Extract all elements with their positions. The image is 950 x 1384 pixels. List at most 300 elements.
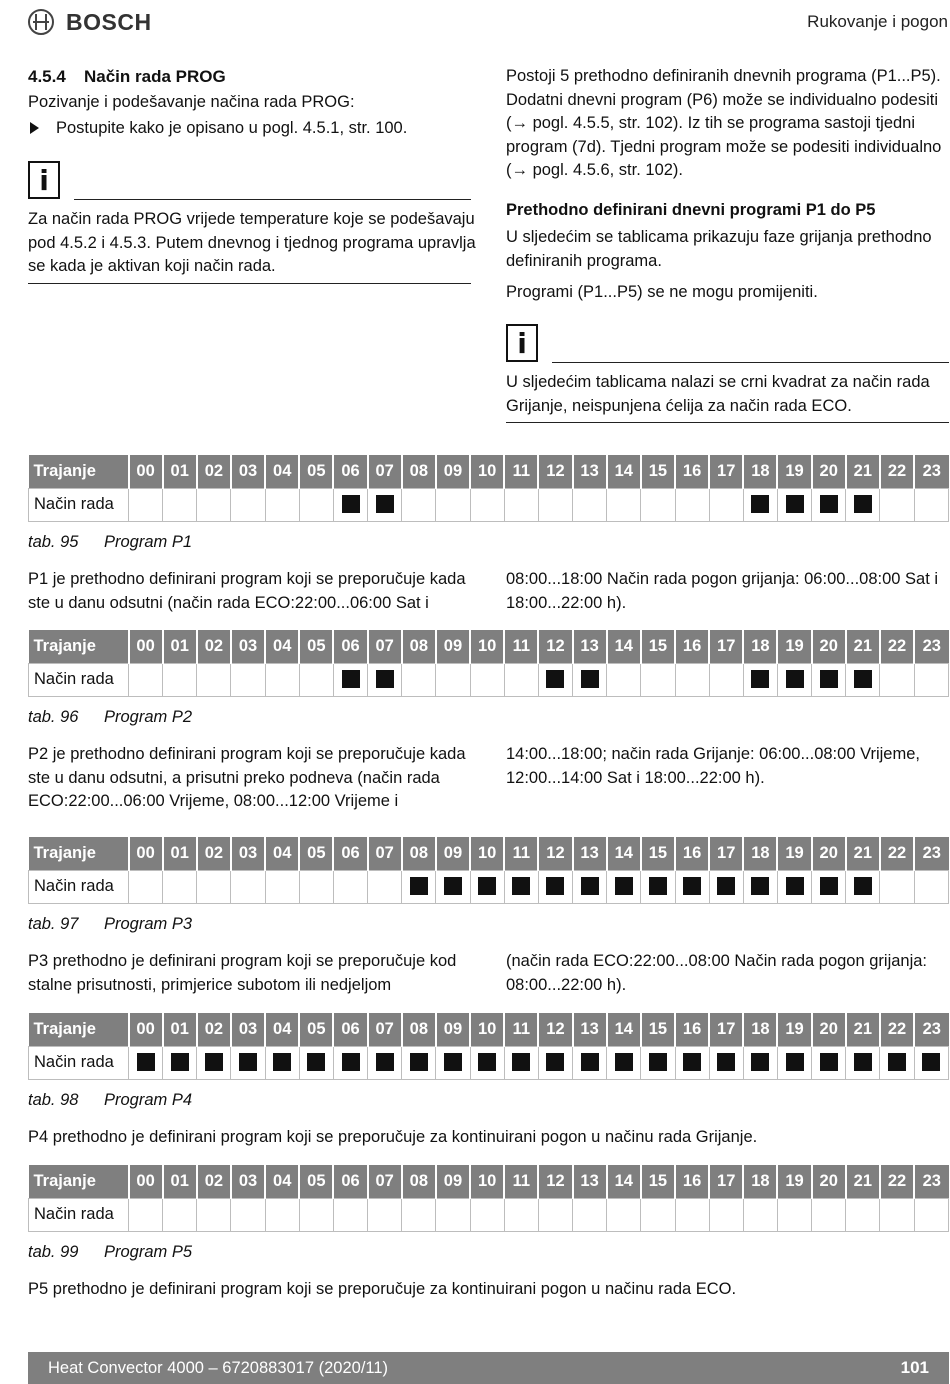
info-note-1 bbox=[28, 208, 478, 279]
hour-header: 21 bbox=[846, 630, 880, 663]
hour-cell bbox=[504, 1198, 538, 1231]
bosch-logo bbox=[28, 6, 152, 38]
paragraph-line: program (7d). Tjedni program može se podesiti individualno bbox=[506, 137, 942, 156]
paragraph-line: U sljedećim se tablicama prikazuju faze grijanja prethodno bbox=[506, 228, 932, 246]
hour-header: 13 bbox=[573, 837, 607, 870]
hour-cell bbox=[573, 488, 607, 521]
subheading-text bbox=[506, 226, 950, 273]
hour-header: 00 bbox=[129, 1165, 163, 1198]
duration-header: Trajanje bbox=[29, 837, 129, 870]
hour-cell bbox=[709, 488, 743, 521]
hour-cell bbox=[129, 663, 163, 696]
hour-header: 21 bbox=[846, 455, 880, 488]
hour-header: 14 bbox=[607, 837, 641, 870]
hour-cell bbox=[163, 488, 197, 521]
hour-cell bbox=[368, 870, 402, 903]
hour-cell bbox=[197, 488, 231, 521]
paragraph-line: (→ pogl. 4.5.6, str. 102). bbox=[506, 161, 684, 179]
section-title: Način rada PROG bbox=[84, 67, 226, 86]
hour-cell bbox=[436, 488, 470, 521]
hour-header: 05 bbox=[299, 1013, 333, 1046]
hour-cell bbox=[129, 1046, 163, 1079]
hour-header: 12 bbox=[538, 837, 572, 870]
hour-header: 01 bbox=[163, 630, 197, 663]
hour-cell bbox=[880, 663, 914, 696]
heating-square-icon bbox=[478, 877, 496, 895]
hour-cell bbox=[709, 1198, 743, 1231]
info-rule-top bbox=[74, 199, 471, 200]
duration-header: Trajanje bbox=[29, 1165, 129, 1198]
heating-square-icon bbox=[615, 877, 633, 895]
program-table-p4 bbox=[28, 1013, 949, 1080]
program-description-left bbox=[28, 568, 478, 615]
hour-cell bbox=[777, 870, 811, 903]
paragraph-line: 12:00...14:00 Sat i 18:00...22:00 h). bbox=[506, 768, 765, 787]
heating-square-icon bbox=[922, 1053, 940, 1071]
hour-cell bbox=[880, 1046, 914, 1079]
hour-header: 09 bbox=[436, 1165, 470, 1198]
paragraph-line: P1 je prethodno definirani program koji se preporučuje kada bbox=[28, 570, 466, 588]
subheading: Prethodno definirani dnevni programi P1 do P5 bbox=[506, 201, 876, 219]
paragraph-line: ECO:22:00...06:00 Vrijeme, 08:00...12:00 Vrijeme i bbox=[28, 792, 399, 810]
heating-square-icon bbox=[786, 877, 804, 895]
program-table-p3 bbox=[28, 837, 949, 904]
hour-cell bbox=[812, 1198, 846, 1231]
program-description-right bbox=[506, 568, 950, 615]
hour-header: 17 bbox=[709, 1013, 743, 1046]
hour-header: 08 bbox=[402, 1013, 436, 1046]
hour-header: 17 bbox=[709, 837, 743, 870]
hour-header: 13 bbox=[573, 1013, 607, 1046]
heating-square-icon bbox=[410, 877, 428, 895]
program-table-p5 bbox=[28, 1165, 949, 1232]
heating-square-icon bbox=[649, 1053, 667, 1071]
hour-cell bbox=[914, 870, 948, 903]
paragraph-line: P2 je prethodno definirani program koji se preporučuje kada bbox=[28, 745, 466, 763]
hour-cell bbox=[914, 663, 948, 696]
hour-cell bbox=[777, 488, 811, 521]
hour-cell bbox=[641, 663, 675, 696]
hour-header: 11 bbox=[504, 1165, 538, 1198]
hour-header: 03 bbox=[231, 455, 265, 488]
hour-cell bbox=[368, 488, 402, 521]
heating-square-icon bbox=[615, 1053, 633, 1071]
hour-header: 03 bbox=[231, 1013, 265, 1046]
hour-cell bbox=[231, 1046, 265, 1079]
hour-header: 01 bbox=[163, 1013, 197, 1046]
heating-square-icon bbox=[410, 1053, 428, 1071]
hour-header: 15 bbox=[641, 1013, 675, 1046]
hour-cell bbox=[743, 1046, 777, 1079]
hour-header: 09 bbox=[436, 455, 470, 488]
hour-cell bbox=[163, 1198, 197, 1231]
heating-square-icon bbox=[786, 495, 804, 513]
heating-square-icon bbox=[717, 877, 735, 895]
heating-square-icon bbox=[751, 495, 769, 513]
paragraph-line: 08:00...18:00 Način rada pogon grijanja: 06:00...08:00 Sat i bbox=[506, 570, 939, 588]
hour-header: 12 bbox=[538, 1013, 572, 1046]
heating-square-icon bbox=[854, 495, 872, 513]
hour-header: 21 bbox=[846, 1165, 880, 1198]
footer-document-id: Heat Convector 4000 – 6720883017 (2020/11) bbox=[48, 1358, 389, 1377]
hour-header: 23 bbox=[914, 1165, 948, 1198]
hour-cell bbox=[333, 1046, 367, 1079]
hour-header: 10 bbox=[470, 837, 504, 870]
duration-header: Trajanje bbox=[29, 630, 129, 663]
hour-header: 12 bbox=[538, 455, 572, 488]
hour-header: 04 bbox=[265, 630, 299, 663]
hour-header: 14 bbox=[607, 1013, 641, 1046]
hour-cell bbox=[299, 663, 333, 696]
hour-header: 23 bbox=[914, 630, 948, 663]
hour-cell bbox=[402, 1046, 436, 1079]
hour-cell bbox=[641, 1046, 675, 1079]
hour-cell bbox=[607, 1046, 641, 1079]
hour-header: 21 bbox=[846, 837, 880, 870]
hour-header: 10 bbox=[470, 455, 504, 488]
hour-header: 22 bbox=[880, 455, 914, 488]
hour-header: 20 bbox=[812, 1165, 846, 1198]
hour-header: 06 bbox=[333, 1165, 367, 1198]
hour-cell bbox=[197, 1198, 231, 1231]
table-caption: tab. 99 Program P5 bbox=[28, 1243, 193, 1261]
hour-cell bbox=[436, 1046, 470, 1079]
hour-header: 07 bbox=[368, 455, 402, 488]
heating-square-icon bbox=[786, 670, 804, 688]
hour-cell bbox=[709, 663, 743, 696]
hour-header: 01 bbox=[163, 1165, 197, 1198]
hour-cell bbox=[914, 1198, 948, 1231]
paragraph-line: definiranih programa. bbox=[506, 251, 662, 270]
table-caption: tab. 97 Program P3 bbox=[28, 915, 193, 933]
info-note-2 bbox=[506, 371, 950, 418]
hour-cell bbox=[265, 1198, 299, 1231]
hour-header: 00 bbox=[129, 837, 163, 870]
heating-square-icon bbox=[444, 877, 462, 895]
section-heading bbox=[28, 65, 226, 89]
heating-square-icon bbox=[546, 1053, 564, 1071]
heating-square-icon bbox=[649, 877, 667, 895]
hour-header: 13 bbox=[573, 455, 607, 488]
hour-cell bbox=[163, 663, 197, 696]
mode-label: Način rada bbox=[29, 870, 129, 903]
hour-header: 14 bbox=[607, 455, 641, 488]
hour-header: 10 bbox=[470, 1165, 504, 1198]
hour-cell bbox=[129, 488, 163, 521]
hour-header: 16 bbox=[675, 455, 709, 488]
hour-cell bbox=[504, 870, 538, 903]
hour-cell bbox=[368, 1046, 402, 1079]
instruction-step bbox=[28, 117, 407, 141]
hour-cell bbox=[573, 870, 607, 903]
heating-square-icon bbox=[854, 1053, 872, 1071]
hour-header: 19 bbox=[777, 455, 811, 488]
paragraph-line: ste u danu odsutni, a prisutni preko podneva (način rada bbox=[28, 768, 440, 787]
hour-header: 08 bbox=[402, 455, 436, 488]
heating-square-icon bbox=[307, 1053, 325, 1071]
program-table-p1 bbox=[28, 455, 949, 522]
hour-cell bbox=[299, 1046, 333, 1079]
page-footer bbox=[28, 1352, 949, 1384]
paragraph-line: 14:00...18:00; način rada Grijanje: 06:00...08:00 Vrijeme, bbox=[506, 745, 920, 763]
section-number: 4.5.4 bbox=[28, 67, 66, 86]
hour-cell bbox=[607, 870, 641, 903]
hour-cell bbox=[333, 870, 367, 903]
hour-header: 11 bbox=[504, 630, 538, 663]
hour-cell bbox=[129, 1198, 163, 1231]
hour-header: 22 bbox=[880, 1165, 914, 1198]
hour-cell bbox=[231, 663, 265, 696]
hour-header: 01 bbox=[163, 837, 197, 870]
hour-header: 16 bbox=[675, 630, 709, 663]
hour-cell bbox=[573, 1046, 607, 1079]
hour-header: 02 bbox=[197, 455, 231, 488]
hour-cell bbox=[197, 870, 231, 903]
heating-square-icon bbox=[751, 1053, 769, 1071]
hour-cell bbox=[333, 1198, 367, 1231]
mode-label: Način rada bbox=[29, 663, 129, 696]
hour-header: 18 bbox=[743, 455, 777, 488]
hour-header: 13 bbox=[573, 630, 607, 663]
hour-header: 02 bbox=[197, 1165, 231, 1198]
hour-cell bbox=[743, 1198, 777, 1231]
heating-square-icon bbox=[546, 877, 564, 895]
hour-header: 19 bbox=[777, 837, 811, 870]
hour-header: 22 bbox=[880, 630, 914, 663]
hour-cell bbox=[163, 870, 197, 903]
hour-cell bbox=[880, 488, 914, 521]
heating-square-icon bbox=[786, 1053, 804, 1071]
table-caption: tab. 95 Program P1 bbox=[28, 533, 193, 551]
hour-header: 15 bbox=[641, 630, 675, 663]
hour-header: 15 bbox=[641, 1165, 675, 1198]
info-rule-bottom bbox=[28, 283, 471, 284]
heating-square-icon bbox=[512, 1053, 530, 1071]
hour-header: 10 bbox=[470, 1013, 504, 1046]
hour-header: 03 bbox=[231, 837, 265, 870]
hour-cell bbox=[675, 1046, 709, 1079]
hour-header: 19 bbox=[777, 1013, 811, 1046]
hour-header: 04 bbox=[265, 837, 299, 870]
hour-cell bbox=[368, 663, 402, 696]
mode-row bbox=[29, 1198, 949, 1231]
hour-cell bbox=[504, 1046, 538, 1079]
heating-square-icon bbox=[273, 1053, 291, 1071]
heating-square-icon bbox=[888, 1053, 906, 1071]
info-rule-top bbox=[552, 362, 949, 363]
hour-header: 09 bbox=[436, 837, 470, 870]
hour-header: 22 bbox=[880, 837, 914, 870]
hour-header: 00 bbox=[129, 630, 163, 663]
program-description-left bbox=[28, 743, 478, 814]
program-description-right bbox=[506, 743, 950, 790]
hour-cell bbox=[846, 1046, 880, 1079]
hour-header: 17 bbox=[709, 630, 743, 663]
info-icon: i bbox=[28, 161, 60, 199]
heating-square-icon bbox=[444, 1053, 462, 1071]
hour-header: 18 bbox=[743, 1013, 777, 1046]
mode-row bbox=[29, 1046, 949, 1079]
hour-cell bbox=[880, 870, 914, 903]
hour-header: 16 bbox=[675, 1165, 709, 1198]
heating-square-icon bbox=[342, 1053, 360, 1071]
hour-header: 02 bbox=[197, 837, 231, 870]
hour-cell bbox=[470, 488, 504, 521]
hour-header: 07 bbox=[368, 630, 402, 663]
hour-header: 05 bbox=[299, 630, 333, 663]
hour-header: 17 bbox=[709, 1165, 743, 1198]
hour-header: 08 bbox=[402, 630, 436, 663]
heating-square-icon bbox=[205, 1053, 223, 1071]
info-note-line: pod 4.5.2 i 4.5.3. Putem dnevnog i tjednog programa upravlja bbox=[28, 233, 476, 252]
hour-header: 12 bbox=[538, 1165, 572, 1198]
hour-cell bbox=[333, 663, 367, 696]
hour-cell bbox=[538, 1046, 572, 1079]
hour-cell bbox=[777, 1198, 811, 1231]
hour-header: 13 bbox=[573, 1165, 607, 1198]
bosch-armature-icon bbox=[28, 9, 54, 35]
hour-cell bbox=[265, 663, 299, 696]
hour-header: 11 bbox=[504, 455, 538, 488]
hour-header: 08 bbox=[402, 837, 436, 870]
hour-cell bbox=[777, 663, 811, 696]
hour-header: 04 bbox=[265, 1013, 299, 1046]
heating-square-icon bbox=[581, 1053, 599, 1071]
hour-header: 18 bbox=[743, 837, 777, 870]
hour-header: 00 bbox=[129, 1013, 163, 1046]
hour-cell bbox=[846, 488, 880, 521]
table-caption: tab. 96 Program P2 bbox=[28, 708, 193, 726]
hour-cell bbox=[436, 1198, 470, 1231]
hour-cell bbox=[743, 870, 777, 903]
heating-square-icon bbox=[171, 1053, 189, 1071]
hour-cell bbox=[368, 1198, 402, 1231]
heating-square-icon bbox=[581, 670, 599, 688]
program-description-left bbox=[28, 950, 478, 997]
hour-header: 08 bbox=[402, 1165, 436, 1198]
hour-cell bbox=[333, 488, 367, 521]
hour-cell bbox=[812, 488, 846, 521]
heating-square-icon bbox=[376, 1053, 394, 1071]
hour-header: 14 bbox=[607, 630, 641, 663]
hour-cell bbox=[470, 1046, 504, 1079]
hour-header: 06 bbox=[333, 837, 367, 870]
section-intro: Pozivanje i podešavanje načina rada PROG: bbox=[28, 93, 355, 111]
hour-cell bbox=[436, 663, 470, 696]
hour-header: 06 bbox=[333, 455, 367, 488]
hour-cell bbox=[470, 663, 504, 696]
mode-row bbox=[29, 663, 949, 696]
hour-header: 20 bbox=[812, 837, 846, 870]
hour-cell bbox=[402, 870, 436, 903]
hour-header: 10 bbox=[470, 630, 504, 663]
hour-cell bbox=[812, 1046, 846, 1079]
hour-header: 19 bbox=[777, 1165, 811, 1198]
hour-cell bbox=[299, 1198, 333, 1231]
hour-header: 21 bbox=[846, 1013, 880, 1046]
hour-header: 05 bbox=[299, 455, 333, 488]
heating-square-icon bbox=[820, 670, 838, 688]
hour-header: 11 bbox=[504, 837, 538, 870]
hour-cell bbox=[743, 488, 777, 521]
hour-header: 23 bbox=[914, 455, 948, 488]
heating-square-icon bbox=[820, 495, 838, 513]
hour-header: 09 bbox=[436, 630, 470, 663]
heating-square-icon bbox=[581, 877, 599, 895]
hour-cell bbox=[504, 488, 538, 521]
heating-square-icon bbox=[342, 495, 360, 513]
paragraph-line: 18:00...22:00 h). bbox=[506, 593, 627, 612]
hour-header: 03 bbox=[231, 1165, 265, 1198]
hour-cell bbox=[265, 488, 299, 521]
page-number: 101 bbox=[900, 1358, 929, 1377]
hour-header: 09 bbox=[436, 1013, 470, 1046]
paragraph-line: Postoji 5 prethodno definiranih dnevnih programa (P1...P5). bbox=[506, 67, 941, 85]
brand-name: BOSCH bbox=[66, 8, 152, 35]
hour-cell bbox=[675, 1198, 709, 1231]
hour-cell bbox=[709, 870, 743, 903]
hour-cell bbox=[846, 663, 880, 696]
mode-label: Način rada bbox=[29, 1046, 129, 1079]
paragraph-line: Dodatni dnevni program (P6) može se individualno podesiti bbox=[506, 90, 938, 109]
heating-square-icon bbox=[376, 495, 394, 513]
duration-header: Trajanje bbox=[29, 455, 129, 488]
program-description: P4 prethodno je definirani program koji se preporučuje za kontinuirani pogon u načinu rada Grijanje. bbox=[28, 1128, 758, 1146]
hour-cell bbox=[231, 488, 265, 521]
hour-header: 19 bbox=[777, 630, 811, 663]
program-description: P5 prethodno je definirani program koji se preporučuje za kontinuirani pogon u načinu rada ECO. bbox=[28, 1280, 737, 1298]
info-note-line: U sljedećim tablicama nalazi se crni kvadrat za način rada bbox=[506, 373, 930, 391]
heating-square-icon bbox=[137, 1053, 155, 1071]
hour-header: 06 bbox=[333, 630, 367, 663]
hour-cell bbox=[129, 870, 163, 903]
hour-cell bbox=[641, 870, 675, 903]
hour-header: 05 bbox=[299, 837, 333, 870]
program-description-right bbox=[506, 950, 950, 997]
hour-cell bbox=[265, 870, 299, 903]
hour-header: 23 bbox=[914, 1013, 948, 1046]
heating-square-icon bbox=[512, 877, 530, 895]
hour-cell bbox=[743, 663, 777, 696]
programs-note: Programi (P1...P5) se ne mogu promijeniti. bbox=[506, 283, 818, 301]
hour-header: 17 bbox=[709, 455, 743, 488]
hour-header: 07 bbox=[368, 837, 402, 870]
heating-square-icon bbox=[683, 877, 701, 895]
table-header-row bbox=[29, 455, 949, 488]
hour-cell bbox=[675, 870, 709, 903]
hour-cell bbox=[538, 1198, 572, 1231]
table-header-row bbox=[29, 1165, 949, 1198]
hour-cell bbox=[607, 1198, 641, 1231]
heating-square-icon bbox=[546, 670, 564, 688]
hour-cell bbox=[231, 870, 265, 903]
hour-cell bbox=[197, 1046, 231, 1079]
hour-cell bbox=[777, 1046, 811, 1079]
program-table-p2 bbox=[28, 630, 949, 697]
hour-cell bbox=[573, 1198, 607, 1231]
paragraph-line: (način rada ECO:22:00...08:00 Način rada pogon grijanja: bbox=[506, 952, 928, 970]
info-icon: i bbox=[506, 324, 538, 362]
hour-cell bbox=[163, 1046, 197, 1079]
paragraph-line: 08:00...22:00 h). bbox=[506, 975, 627, 994]
hour-cell bbox=[436, 870, 470, 903]
table-header-row bbox=[29, 630, 949, 663]
hour-cell bbox=[538, 663, 572, 696]
hour-header: 18 bbox=[743, 630, 777, 663]
mode-label: Način rada bbox=[29, 488, 129, 521]
table-header-row bbox=[29, 1013, 949, 1046]
hour-cell bbox=[573, 663, 607, 696]
